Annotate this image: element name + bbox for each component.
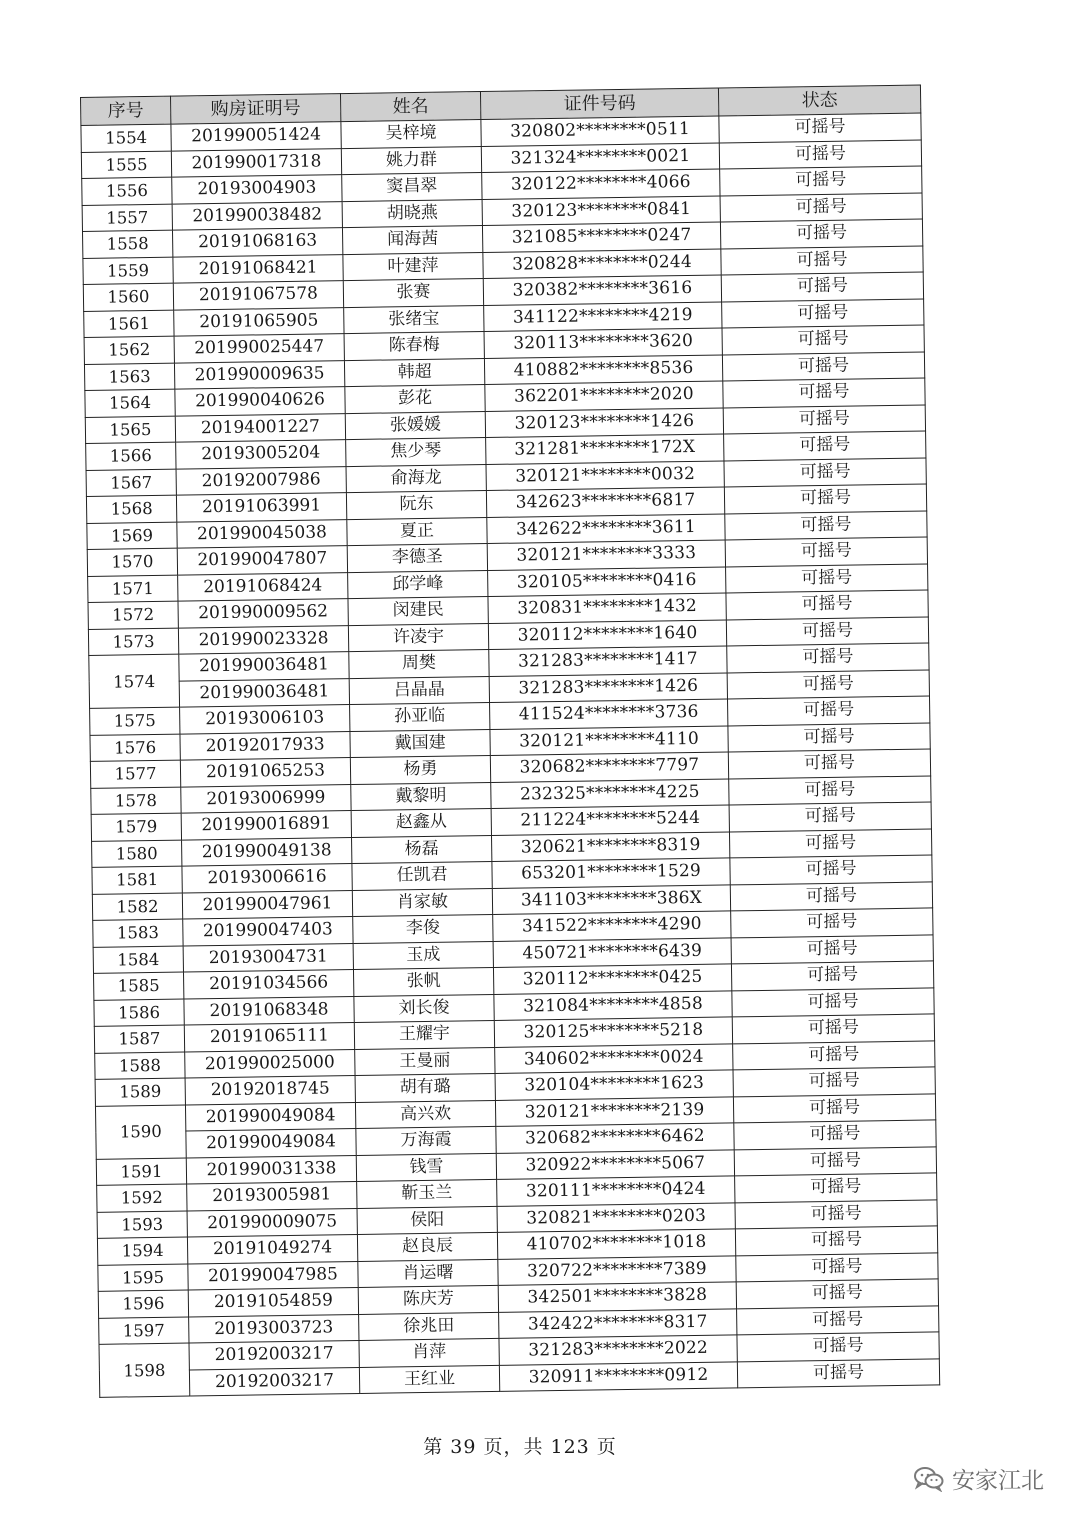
cell-id-no: 320112********1640 [488, 619, 726, 649]
cell-id-no: 320111********0424 [497, 1176, 735, 1206]
cell-status: 可摇号 [723, 378, 925, 407]
cell-status: 可摇号 [735, 1199, 937, 1228]
cell-status: 可摇号 [724, 457, 926, 486]
cell-id-no: 211224********5244 [491, 805, 729, 835]
cell-status: 可摇号 [726, 563, 928, 592]
cell-name: 许凌宇 [348, 623, 488, 652]
cell-seq: 1565 [85, 416, 175, 444]
cell-seq: 1579 [91, 813, 181, 841]
cell-cert-no: 20191068348 [184, 996, 354, 1025]
cell-cert-no: 201990038482 [172, 201, 342, 230]
cell-name: 邱学峰 [348, 570, 488, 599]
cell-cert-no: 20192018745 [185, 1076, 355, 1105]
cell-id-no: 320121********0032 [486, 460, 724, 490]
cell-id-no: 320802********0511 [481, 116, 719, 146]
cell-name: 吴梓境 [341, 120, 481, 149]
cell-seq: 1594 [97, 1237, 187, 1265]
cell-seq: 1557 [82, 204, 172, 232]
cell-seq: 1590 [95, 1105, 186, 1159]
cell-id-no: 320722********7389 [498, 1255, 736, 1285]
cell-name: 闵建民 [348, 597, 488, 626]
cell-status: 可摇号 [733, 1067, 935, 1096]
cell-seq: 1582 [92, 893, 182, 921]
cell-cert-no: 201990023328 [178, 625, 348, 654]
cell-cert-no: 201990045038 [177, 519, 347, 548]
cell-status: 可摇号 [732, 1014, 934, 1043]
cell-name: 张赛 [343, 279, 483, 308]
cell-cert-no: 20193006103 [180, 705, 350, 734]
cell-status: 可摇号 [724, 431, 926, 460]
cell-id-no: 320682********7797 [490, 752, 728, 782]
cell-name: 张绪宝 [344, 305, 484, 334]
cell-cert-no: 20191065905 [174, 307, 344, 336]
cell-name: 陈庆芳 [358, 1285, 498, 1314]
cell-id-no: 232325********4225 [491, 778, 729, 808]
cell-cert-no: 201990009562 [178, 599, 348, 628]
cell-name: 杨勇 [350, 755, 490, 784]
cell-status: 可摇号 [721, 246, 923, 275]
cell-name: 张媛媛 [345, 411, 485, 440]
cell-id-no: 320105********0416 [488, 566, 726, 596]
cell-name: 王耀宇 [354, 1020, 494, 1049]
cell-name: 王红业 [359, 1365, 499, 1394]
cell-id-no: 321281********172X [486, 434, 724, 464]
cell-id-no: 320682********6462 [496, 1123, 734, 1153]
cell-status: 可摇号 [729, 775, 931, 804]
cell-status: 可摇号 [721, 272, 923, 301]
cell-status: 可摇号 [733, 1040, 935, 1069]
cell-status: 可摇号 [728, 749, 930, 778]
cell-id-no: 342623********6817 [486, 487, 724, 517]
page-footer: 第 39 页，共 123 页 [423, 1436, 617, 1458]
cell-id-no: 342501********3828 [498, 1282, 736, 1312]
cell-cert-no: 20191068424 [178, 572, 348, 601]
cell-id-no: 320121********4110 [490, 725, 728, 755]
cell-cert-no: 20193003723 [189, 1314, 359, 1343]
cell-cert-no: 201990049138 [182, 837, 352, 866]
cell-cert-no: 201990047403 [183, 917, 353, 946]
cell-name: 肖运曙 [358, 1259, 498, 1288]
wechat-icon [914, 1466, 944, 1492]
cell-id-no: 320382********3616 [483, 275, 721, 305]
cell-id-no: 321084********4858 [494, 990, 732, 1020]
cell-status: 可摇号 [720, 193, 922, 222]
cell-cert-no: 201990017318 [171, 148, 341, 177]
cell-seq: 1558 [82, 230, 172, 258]
cell-seq: 1596 [98, 1290, 188, 1318]
cell-status: 可摇号 [737, 1358, 939, 1387]
cell-cert-no: 20193004731 [183, 943, 353, 972]
cell-name: 李德圣 [347, 544, 487, 573]
cell-id-no: 411524********3736 [490, 699, 728, 729]
cell-id-no: 320621********8319 [491, 831, 729, 861]
cell-cert-no: 20191065253 [180, 758, 350, 787]
cell-id-no: 342622********3611 [487, 513, 725, 543]
cell-id-no: 341103********386X [492, 884, 730, 914]
cell-seq: 1562 [84, 336, 174, 364]
cell-name: 夏正 [347, 517, 487, 546]
cell-status: 可摇号 [727, 643, 929, 672]
cell-cert-no: 201990047985 [188, 1261, 358, 1290]
cell-cert-no: 20194001227 [175, 413, 345, 442]
cell-name: 吕晶晶 [349, 676, 489, 705]
cell-cert-no: 201990047807 [177, 546, 347, 575]
cell-seq: 1593 [97, 1211, 187, 1239]
table-body [81, 113, 940, 1397]
cell-id-no: 320113********3620 [484, 328, 722, 358]
cell-status: 可摇号 [737, 1332, 939, 1361]
cell-seq: 1566 [86, 442, 176, 470]
cell-status: 可摇号 [736, 1279, 938, 1308]
cell-status: 可摇号 [736, 1252, 938, 1281]
cell-id-no: 340602********0024 [495, 1043, 733, 1073]
cell-status: 可摇号 [722, 352, 924, 381]
cell-cert-no: 20192007986 [176, 466, 346, 495]
cell-seq: 1560 [83, 283, 173, 311]
header-id-no: 证件号码 [480, 88, 718, 120]
cell-status: 可摇号 [719, 113, 921, 142]
cell-status: 可摇号 [731, 961, 933, 990]
cell-name: 肖家敏 [352, 888, 492, 917]
cell-seq: 1564 [85, 389, 175, 417]
cell-id-no: 320125********5218 [494, 1017, 732, 1047]
cell-id-no: 320922********5067 [496, 1149, 734, 1179]
cell-name: 肖萍 [359, 1338, 499, 1367]
cell-cert-no: 20191063991 [176, 493, 346, 522]
cell-seq: 1556 [82, 177, 172, 205]
cell-id-no: 342422********8317 [499, 1308, 737, 1338]
cell-seq: 1559 [83, 257, 173, 285]
cell-cert-no: 201990031338 [186, 1155, 356, 1184]
cell-cert-no: 201990047961 [182, 890, 352, 919]
header-name: 姓名 [340, 92, 480, 122]
cell-seq: 1597 [99, 1317, 189, 1345]
cell-cert-no: 201990025447 [174, 334, 344, 363]
cell-cert-no: 20193005981 [187, 1182, 357, 1211]
cell-name: 杨磊 [352, 835, 492, 864]
cell-name: 胡晓燕 [342, 199, 482, 228]
cell-id-no: 320112********0425 [493, 964, 731, 994]
cell-seq: 1569 [87, 522, 177, 550]
cell-name: 高兴欢 [355, 1100, 495, 1129]
cell-status: 可摇号 [723, 404, 925, 433]
cell-status: 可摇号 [735, 1173, 937, 1202]
cell-name: 姚力群 [341, 146, 481, 175]
cell-status: 可摇号 [731, 908, 933, 937]
cell-status: 可摇号 [726, 616, 928, 645]
cell-id-no: 320831********1432 [488, 593, 726, 623]
cell-cert-no: 201990009635 [174, 360, 344, 389]
cell-seq: 1587 [94, 1025, 184, 1053]
watermark-label: 安家江北 [952, 1468, 1044, 1494]
cell-seq: 1586 [94, 999, 184, 1027]
cell-seq: 1595 [98, 1264, 188, 1292]
cell-cert-no: 20192017933 [180, 731, 350, 760]
cell-name: 王曼丽 [355, 1047, 495, 1076]
cell-id-no: 320123********1426 [485, 407, 723, 437]
cell-name: 陈春梅 [344, 332, 484, 361]
cell-cert-no: 201990049084 [185, 1102, 355, 1131]
cell-name: 万海霞 [356, 1126, 496, 1155]
cell-id-no: 321283********1417 [489, 646, 727, 676]
cell-name: 孙亚临 [350, 702, 490, 731]
cell-cert-no: 201990036481 [179, 652, 349, 681]
cell-name: 靳玉兰 [357, 1179, 497, 1208]
cell-seq: 1575 [90, 707, 180, 735]
cell-id-no: 320821********0203 [497, 1202, 735, 1232]
cell-seq: 1570 [87, 548, 177, 576]
cell-name: 阮东 [346, 491, 486, 520]
cell-cert-no: 20191068421 [173, 254, 343, 283]
cell-status: 可摇号 [729, 828, 931, 857]
cell-seq: 1554 [81, 124, 171, 152]
cell-name: 侯阳 [357, 1206, 497, 1235]
cell-cert-no: 20193006999 [181, 784, 351, 813]
cell-status: 可摇号 [732, 987, 934, 1016]
cell-name: 俞海龙 [346, 464, 486, 493]
cell-cert-no: 201990040626 [175, 387, 345, 416]
header-cert-no: 购房证明号 [170, 94, 340, 125]
cell-name: 玉成 [353, 941, 493, 970]
cell-name: 钱雪 [356, 1153, 496, 1182]
cell-status: 可摇号 [719, 140, 921, 169]
cell-id-no: 320828********0244 [483, 249, 721, 279]
cell-status: 可摇号 [735, 1226, 937, 1255]
cell-name: 周樊 [349, 649, 489, 678]
cell-status: 可摇号 [734, 1146, 936, 1175]
cell-id-no: 321085********0247 [482, 222, 720, 252]
cell-seq: 1561 [84, 310, 174, 338]
cell-status: 可摇号 [720, 219, 922, 248]
cell-status: 可摇号 [722, 299, 924, 328]
cell-name: 彭花 [345, 385, 485, 414]
cell-status: 可摇号 [725, 510, 927, 539]
cell-status: 可摇号 [734, 1120, 936, 1149]
cell-name: 李俊 [353, 914, 493, 943]
cell-seq: 1584 [93, 946, 183, 974]
cell-cert-no: 20191049274 [187, 1235, 357, 1264]
cell-id-no: 450721********6439 [493, 937, 731, 967]
cell-seq: 1573 [88, 628, 178, 656]
cell-status: 可摇号 [733, 1093, 935, 1122]
cell-name: 戴国建 [350, 729, 490, 758]
cell-cert-no: 201990036481 [179, 678, 349, 707]
cell-seq: 1572 [88, 601, 178, 629]
cell-seq: 1589 [95, 1078, 185, 1106]
cell-seq: 1576 [90, 734, 180, 762]
cell-id-no: 653201********1529 [492, 858, 730, 888]
cell-id-no: 362201********2020 [485, 381, 723, 411]
cell-cert-no: 201990009075 [187, 1208, 357, 1237]
cell-seq: 1585 [94, 972, 184, 1000]
cell-id-no: 320121********2139 [495, 1096, 733, 1126]
cell-id-no: 410882********8536 [484, 354, 722, 384]
cell-cert-no: 20191054859 [188, 1288, 358, 1317]
cell-id-no: 321283********1426 [489, 672, 727, 702]
cell-name: 叶建萍 [343, 252, 483, 281]
cell-status: 可摇号 [722, 325, 924, 354]
cell-status: 可摇号 [725, 537, 927, 566]
cell-name: 焦少琴 [346, 438, 486, 467]
cell-id-no: 320122********4066 [482, 169, 720, 199]
cell-seq: 1574 [89, 654, 180, 708]
cell-name: 任凯君 [352, 861, 492, 890]
cell-name: 赵鑫从 [351, 808, 491, 837]
cell-cert-no: 20193004903 [172, 175, 342, 204]
cell-status: 可摇号 [730, 881, 932, 910]
cell-id-no: 320123********0841 [482, 196, 720, 226]
cell-seq: 1567 [86, 469, 176, 497]
cell-id-no: 410702********1018 [497, 1229, 735, 1259]
cell-name: 张帆 [353, 967, 493, 996]
cell-name: 胡有璐 [355, 1073, 495, 1102]
cell-seq: 1591 [96, 1158, 186, 1186]
cell-id-no: 320104********1623 [495, 1070, 733, 1100]
cell-seq: 1583 [93, 919, 183, 947]
cell-id-no: 320121********3333 [487, 540, 725, 570]
cell-seq: 1598 [99, 1343, 190, 1397]
cell-cert-no: 20192003217 [189, 1367, 359, 1396]
cell-seq: 1580 [92, 840, 182, 868]
cell-name: 赵良辰 [357, 1232, 497, 1261]
cell-status: 可摇号 [726, 590, 928, 619]
cell-seq: 1571 [88, 575, 178, 603]
cell-id-no: 321283********2022 [499, 1335, 737, 1365]
cell-cert-no: 201990016891 [181, 811, 351, 840]
cell-name: 窦昌翠 [342, 173, 482, 202]
cell-seq: 1563 [84, 363, 174, 391]
cell-name: 徐兆田 [359, 1312, 499, 1341]
cell-cert-no: 20192003217 [189, 1340, 359, 1369]
cell-cert-no: 20193005204 [176, 440, 346, 469]
cell-status: 可摇号 [731, 934, 933, 963]
cell-seq: 1578 [91, 787, 181, 815]
cell-status: 可摇号 [720, 166, 922, 195]
header-status: 状态 [718, 85, 920, 116]
cell-name: 戴黎明 [351, 782, 491, 811]
cell-cert-no: 20191034566 [183, 970, 353, 999]
cell-cert-no: 20191067578 [173, 281, 343, 310]
cell-id-no: 320911********0912 [499, 1361, 737, 1391]
lottery-eligibility-table [80, 85, 940, 1398]
cell-seq: 1592 [97, 1184, 187, 1212]
cell-status: 可摇号 [737, 1305, 939, 1334]
cell-status: 可摇号 [728, 696, 930, 725]
cell-cert-no: 201990049084 [186, 1129, 356, 1158]
cell-status: 可摇号 [729, 802, 931, 831]
cell-seq: 1568 [86, 495, 176, 523]
cell-status: 可摇号 [724, 484, 926, 513]
cell-status: 可摇号 [730, 855, 932, 884]
cell-cert-no: 201990025000 [185, 1049, 355, 1078]
cell-name: 刘长俊 [354, 994, 494, 1023]
cell-name: 韩超 [344, 358, 484, 387]
cell-seq: 1555 [81, 151, 171, 179]
cell-cert-no: 20191068163 [172, 228, 342, 257]
cell-cert-no: 20193006616 [182, 864, 352, 893]
cell-id-no: 341122********4219 [484, 302, 722, 332]
cell-seq: 1588 [95, 1052, 185, 1080]
cell-id-no: 341522********4290 [493, 911, 731, 941]
cell-status: 可摇号 [727, 669, 929, 698]
watermark [914, 1462, 1044, 1495]
cell-seq: 1577 [90, 760, 180, 788]
cell-seq: 1581 [92, 866, 182, 894]
header-seq: 序号 [81, 96, 171, 125]
cell-cert-no: 201990051424 [171, 122, 341, 151]
cell-cert-no: 20191065111 [184, 1023, 354, 1052]
cell-id-no: 321324********0021 [481, 143, 719, 173]
cell-status: 可摇号 [728, 722, 930, 751]
cell-name: 闻海茜 [342, 226, 482, 255]
